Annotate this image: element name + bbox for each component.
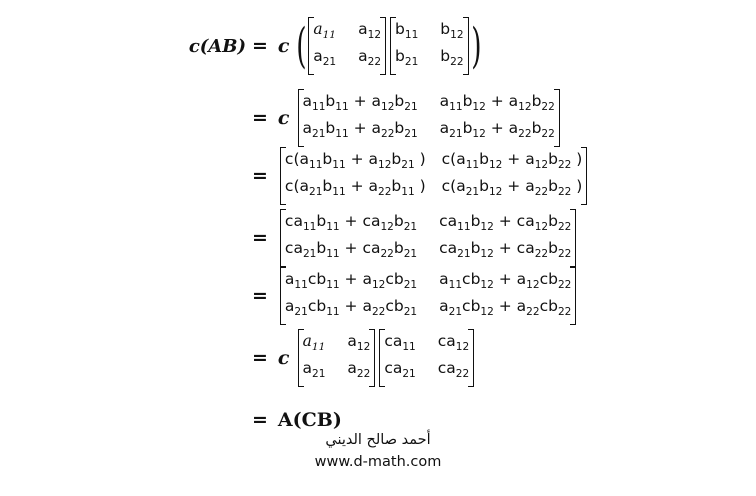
matrix-cell: $b_{22}$: [440, 47, 464, 69]
matrix-cell: $ca_{21}$: [384, 359, 416, 381]
matrix-cell: $a_{22}$: [358, 47, 382, 69]
author-name: أحمد صالح الديني: [325, 432, 431, 448]
matrix-cell: $a_{11}cb_{12} + a_{12}cb_{22}$: [439, 269, 572, 291]
matrix-cell: $b_{11}$: [395, 19, 419, 41]
matrix-cell: $b_{21}$: [395, 47, 419, 69]
matrix-cell: $a_{11}cb_{11} + a_{12}cb_{21}$: [284, 269, 418, 291]
equation-line: [246, 148, 589, 204]
matrix-cell: $c(a_{11}b_{11} + a_{12}b_{21}$ ): [284, 149, 426, 171]
scalar-c: c: [277, 347, 290, 369]
matrix-cell: $b_{12}$: [440, 19, 464, 41]
scalar-c: c: [277, 35, 290, 57]
left-paren: (: [295, 18, 307, 74]
matrix-cell: $a_{11}$: [313, 19, 337, 41]
matrix-cell: $a_{11}b_{11} + a_{12}b_{21}$: [302, 91, 418, 113]
matrix: [280, 269, 576, 323]
equation-line: [246, 90, 562, 146]
matrix-cell: $c(a_{11}b_{12} + a_{12}b_{22}$ ): [441, 149, 583, 171]
equals-sign: =: [252, 107, 268, 129]
equation-line: [246, 330, 476, 386]
equals-sign: =: [252, 35, 268, 57]
matrix-cell: $ca_{11}b_{12} + ca_{12}b_{22}$: [439, 211, 572, 233]
final-result: A(CB): [277, 409, 342, 431]
matrix-cell: $a_{21}b_{11} + a_{22}b_{21}$: [302, 119, 418, 141]
matrix-cell: $a_{22}$: [347, 359, 371, 381]
matrix: [280, 149, 587, 203]
matrix-cell: $a_{21}b_{12} + a_{22}b_{22}$: [439, 119, 555, 141]
scalar-c: c: [277, 107, 290, 129]
equation-line: [246, 268, 578, 324]
equals-sign: =: [252, 409, 268, 431]
right-paren: ): [470, 18, 482, 74]
matrix: [298, 331, 376, 385]
matrix: [379, 331, 474, 385]
matrix-cell: $a_{12}$: [347, 331, 371, 353]
matrix-cell: $a_{21}cb_{12} + a_{22}cb_{22}$: [439, 297, 572, 319]
matrix-cell: $a_{12}$: [358, 19, 382, 41]
matrix: [298, 91, 560, 145]
matrix-cell: $a_{21}cb_{11} + a_{22}cb_{21}$: [284, 297, 418, 319]
equation-line: [246, 210, 578, 266]
matrix-cell: $ca_{21}b_{12} + ca_{22}b_{22}$: [439, 239, 572, 261]
equation-line: [188, 18, 482, 74]
matrix-cell: $ca_{11}b_{11} + ca_{12}b_{21}$: [284, 211, 418, 233]
equals-sign: =: [252, 347, 268, 369]
equals-sign: =: [252, 165, 268, 187]
matrix-cell: $a_{21}$: [313, 47, 337, 69]
matrix-cell: $ca_{21}b_{11} + ca_{22}b_{21}$: [284, 239, 418, 261]
matrix-cell: $a_{21}$: [302, 359, 326, 381]
matrix-cell: $ca_{22}$: [437, 359, 470, 381]
matrix-cell: $ca_{11}$: [384, 331, 416, 353]
matrix-cell: $c(a_{21}b_{11} + a_{22}b_{11}$ ): [284, 177, 426, 199]
matrix: [390, 19, 469, 73]
matrix-cell: $a_{11}b_{12} + a_{12}b_{22}$: [439, 91, 555, 113]
matrix-cell: $c(a_{21}b_{12} + a_{22}b_{22}$ ): [441, 177, 583, 199]
website-url: www.d-math.com: [314, 454, 442, 470]
equals-sign: =: [252, 285, 268, 307]
matrix: [308, 19, 386, 73]
matrix-cell: $a_{11}$: [302, 331, 326, 353]
matrix: [280, 211, 576, 265]
matrix-cell: $ca_{12}$: [437, 331, 470, 353]
equals-sign: =: [252, 227, 268, 249]
left-hand-side: c(AB): [188, 35, 246, 57]
